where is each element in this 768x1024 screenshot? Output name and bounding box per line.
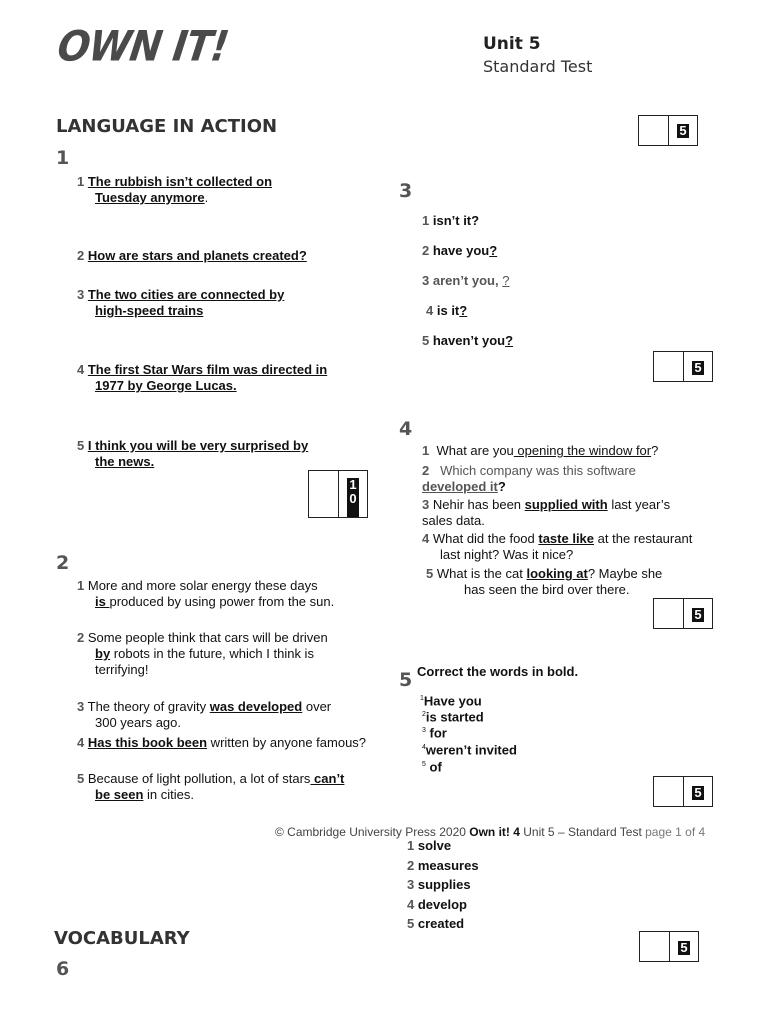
ex5-item-4: $^4$weren’t invited [422,742,517,758]
exercise-number-4: 4 [399,418,413,440]
score-value: 5 [679,123,687,138]
section-title-vocabulary: VOCABULARY [54,928,190,949]
item-number: 5 [77,438,85,453]
score-box-ex4 [653,598,713,629]
score-value: 5 [694,360,702,375]
ex4-item-3: 3 Nehir has been supplied with last year’s sales data. [422,497,671,528]
answer-text: the news. [95,454,155,469]
ex2-item-1: 1 More and more solar energy these days is produced by using power from the sun. [77,578,335,609]
exercise-number-2: 2 [56,552,70,574]
ex6-item-4: 4 develop [407,897,467,912]
item-number: 4 [77,362,85,377]
exercise-number-5: 5 [399,669,413,691]
answer-text: 1977 by George Lucas. [95,378,237,393]
ex4-item-2: 2 Which company was this software developed it? [422,463,636,494]
ex2-item-4: 4 Has this book been written by anyone famous? [77,735,367,750]
answer-text: high-speed trains [95,303,204,318]
ex6-item-1: 1 solve [407,838,452,853]
ex2-item-5: 5 Because of light pollution, a lot of stars can’t be seen in cities. [77,771,345,802]
ex2-item-3: 3 The theory of gravity was developed over 300 years ago. [77,699,332,730]
ex5-item-5: $^5$ of [422,759,442,775]
exercise-number-3: 3 [399,180,413,202]
punctuation: . [204,190,209,205]
score-value: 5 [694,785,702,800]
score-value: 10 [347,478,359,517]
answer-text: I think you will be very surprised by [87,438,309,453]
ex1-item-1 [77,174,377,206]
ex4-item-5: 5 What is the cat looking at? Maybe she has seen the bird over there. [426,566,663,597]
ex1-item-5 [77,438,377,470]
score-box-ex5 [653,776,713,807]
score-value: 5 [694,607,702,622]
score-box-section [638,115,698,146]
unit-title: Unit 5 [483,34,541,54]
answer-text: How are stars and planets created? [87,248,307,263]
answer-text: The first Star Wars film was directed in [87,362,328,377]
score-value: 5 [680,940,688,955]
own-it-logo: OWN IT! [54,21,232,71]
section-title-language: LANGUAGE IN ACTION [56,116,278,137]
ex3-item-2: 2 have you? [422,243,498,258]
ex1-item-2 [77,248,377,264]
test-subtitle: Standard Test [483,57,593,76]
ex5-instruction: Correct the words in bold. [417,664,579,679]
score-box-ex1 [308,470,368,518]
answer-text: The two cities are connected by [87,287,285,302]
ex4-item-1: 1 What are you opening the window for? [422,443,659,458]
ex6-item-5: 5 created [407,916,465,931]
exercise-number-1: 1 [56,147,70,169]
ex6-item-2: 2 measures [407,858,479,873]
ex1-item-3 [77,287,377,319]
ex3-item-5: 5 haven’t you? [422,333,514,348]
answer-text: The rubbish isn’t collected on [87,174,273,189]
ex5-item-3: $^3$ for [422,725,447,741]
ex4-item-4: 4 What did the food taste like at the restaurant last night? Was it nice? [422,531,693,562]
ex6-item-3: 3 supplies [407,877,471,892]
ex5-item-2: $^2$is started [422,709,484,725]
ex5-item-1: $^1$Have you [420,693,482,709]
ex3-item-3: 3 aren’t you, ? [422,273,510,288]
page-footer: © Cambridge University Press 2020 Own it! 4 Unit 5 – Standard Test page 1 of 4 [275,825,706,839]
ex1-item-4 [77,362,377,394]
exercise-number-6: 6 [56,958,70,980]
ex3-item-4: 4 is it? [426,303,468,318]
ex2-item-2: 2 Some people think that cars will be driven by robots in the future, which I think is terrifying! [77,630,328,677]
score-box-ex3 [653,351,713,382]
item-number: 3 [77,287,85,302]
item-number: 2 [77,248,85,263]
item-number: 1 [77,174,85,189]
ex3-item-1: 1 isn’t it? [422,213,480,228]
score-box-ex6 [639,931,699,962]
answer-text: Tuesday anymore [95,190,205,205]
